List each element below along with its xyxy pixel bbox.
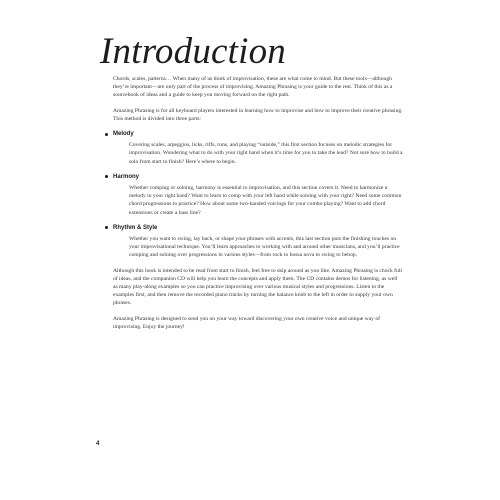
closing-paragraph: Amazing Phrasing is designed to send you on your way toward discovering your own creative voice and unique way of improvising. Enjoy the journey! bbox=[113, 315, 381, 330]
usage-paragraph: Although this book is intended to be read from start to finish, feel free to skip around as you like. Amazing Phrasing is chock full of ideas, and the companion CD will help you learn the concepts and apply them. The CD contains demos for listening, as well as many play-along examples so you can practice improvising over various musical styles and progressions. Listen to the examples first, and then remove the recorded piano tracks by turning the balance knob to the left in order to supply your own phrases. bbox=[113, 267, 402, 307]
section-heading: Melody bbox=[113, 131, 134, 138]
bullet-icon bbox=[105, 226, 108, 229]
intro-paragraph: Chords, scales, patterns… When many of us think of improvisation, these are what come to mind. But these tools—although they’re important—are only part of the process of improvising. Amazing Phrasing is your guide to the rest. Think of this as a sourcebook of ideas and a guide to keep you moving forward on the right path. bbox=[113, 76, 393, 99]
section-heading: Harmony bbox=[113, 173, 140, 180]
page-number: 4 bbox=[96, 441, 100, 447]
section-harmony bbox=[113, 173, 403, 217]
section-text: Covering scales, arpeggios, licks, riffs, runs, and playing “outside,” this first section focuses on melodic strategies for improvisation. Wondering what to do with your right hand when it’s time for you to take the lead? Not sure how to build a solo from start to finish? Here’s where to begin. bbox=[129, 142, 403, 165]
body-text bbox=[113, 75, 403, 338]
section-rhythm-style bbox=[113, 224, 403, 260]
bullet-icon bbox=[105, 133, 108, 136]
method-paragraph: Amazing Phrasing is for all keyboard players interested in learning how to improvise and how to improve their creative phrasing. This method is divided into three parts: bbox=[113, 107, 403, 122]
bullet-icon bbox=[105, 175, 108, 178]
section-melody bbox=[113, 130, 403, 166]
section-text: Whether you want to swing, lay back, or shape your phrases with accents, this last section puts the finishing touches on your improvisational technique. You’ll learn approaches to working with and around other musicians, and you’ll practice comping and soloing over progressions in various styles—from rock to bossa nova to swing to bebop. bbox=[129, 236, 400, 259]
section-heading: Rhythm & Style bbox=[113, 224, 158, 231]
section-text: Whether comping or soloing, harmony is essential to improvisation, and this section covers it. Need to harmonize a melody in your right hand? Want to learn to comp with your left hand while soloing with your right? Need some common chord progressions to practice? How about some two-handed voicings for your combo playing? Want to add chord extensions or create a bass line? bbox=[129, 185, 402, 216]
page-title: Introduction bbox=[100, 31, 287, 72]
